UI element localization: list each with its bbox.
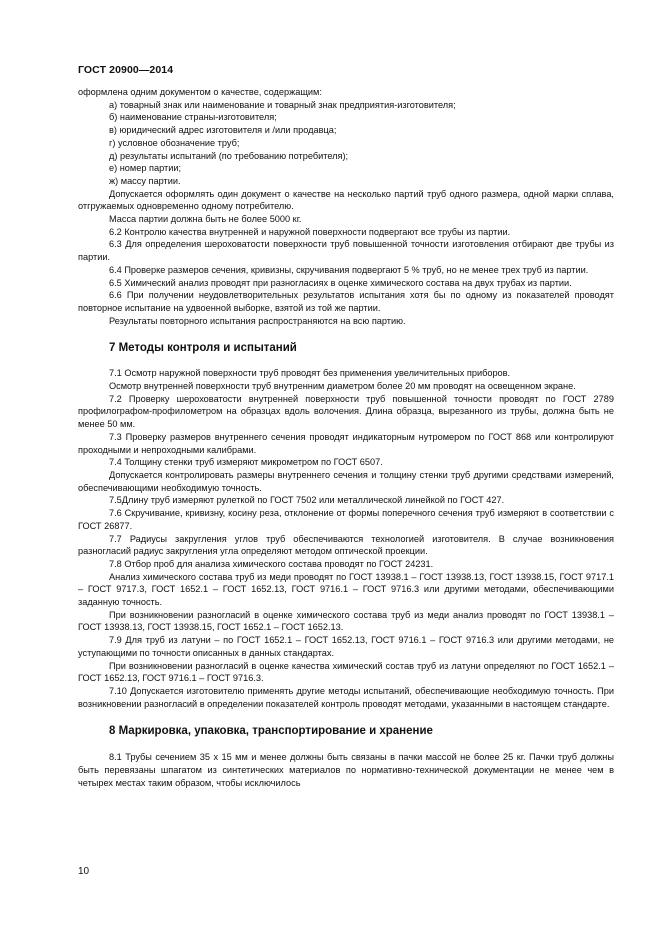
list-item: г) условное обозначение труб; — [109, 137, 240, 148]
section-8-heading: 8 Маркировка, упаковка, транспортирование и хранение — [109, 725, 433, 738]
list-item: б) наименование страны-изготовителя; — [109, 112, 277, 123]
paragraph: При возникновении разногласий в оценке химического состава труб из меди анализ проводят по ГОСТ 13938.1 – ГОСТ 13938.13, ГОСТ 13938.15, ГОСТ 1652.1 – ГОСТ 1652.13. — [78, 609, 614, 633]
paragraph: Осмотр внутренней поверхности труб внутренним диаметром более 20 мм проводят на освещенном экране. — [109, 381, 576, 392]
paragraph: Допускается контролировать размеры внутреннего сечения и толщину стенки труб другими средствами измерений, обеспечивающими необходимую точность. — [78, 469, 614, 493]
document-header: ГОСТ 20900—2014 — [78, 64, 174, 76]
list-item: е) номер партии; — [109, 163, 182, 174]
paragraph: Масса партии должна быть не более 5000 кг. — [109, 214, 302, 225]
paragraph: 7.1 Осмотр наружной поверхности труб проводят без применения увеличительных приборов. — [109, 368, 511, 379]
page-number: 10 — [78, 866, 90, 877]
paragraph: 6.6 При получении неудовлетворительных результатов испытания хотя бы по одному из показателей проводят повторное испытание на удвоенной выборке, взятой из той же партии. — [78, 290, 614, 313]
paragraph: Допускается оформлять один документ о качестве на несколько партий труб одного размера, одной марки сплава, отгружаемых одновременно одному потребителю. — [78, 188, 614, 212]
intro-paragraph: оформлена одним документом о качестве, содержащим: — [78, 87, 322, 97]
paragraph: Анализ химического состава труб из меди проводят по ГОСТ 13938.1 – ГОСТ 13938.13, ГОСТ 13938.15, ГОСТ 9717.1 – ГОСТ 9717.3, ГОСТ 1652.1 – ГОСТ 1652.13, ГОСТ 9716.1 – ГОСТ 9716.3 или другими методами, обеспечивающими заданную точность. — [78, 571, 614, 608]
document-body — [78, 86, 614, 789]
list-item: д) результаты испытаний (по требованию потребителя); — [109, 150, 349, 161]
section-7-heading: 7 Методы контроля и испытаний — [109, 342, 297, 355]
paragraph: 7.10 Допускается изготовителю применять другие методы испытаний, обеспечивающие необходимую точность. При возникновении разногласий в определении показателей контроль проводят методами, указанными в настоящем стандарте. — [78, 685, 614, 709]
paragraph: 8.1 Трубы сечением 35 х 15 мм и менее должны быть связаны в пачки массой не более 25 кг. Пачки труб должны быть перевязаны шпагатом из синтетических материалов по нормативно-технической документации не менее чем в четырех местах таким образом, чтобы исключилось — [78, 752, 614, 788]
paragraph: При возникновении разногласий в оценке качества химический состав труб из латуни определяют по ГОСТ 1652.1 – ГОСТ 1652.13, ГОСТ 9716.1 – ГОСТ 9716.3. — [78, 660, 614, 684]
paragraph: 7.7 Радиусы закругления углов труб обеспечиваются технологией изготовителя. В случае возникновения разногласий радиус закругления угла определяют методом оптической проекции. — [78, 533, 614, 557]
paragraph: 7.3 Проверку размеров внутреннего сечения проводят индикаторным нутромером по ГОСТ 868 или контролируют проходными и непроходными калибрами. — [78, 431, 614, 455]
paragraph: 7.2 Проверку шероховатости внутренней поверхности труб повышенной точности проводят по ГОСТ 2789 профилографом-профилометром на образцах вдоль волочения. Длина образца, вырезанного из трубы, должна быть не менее 50 мм. — [78, 393, 614, 430]
list-item: ж) массу партии. — [109, 175, 181, 186]
paragraph: 6.3 Для определения шероховатости поверхности труб повышенной точности изготовления отбирают две трубы из партии. — [78, 239, 614, 263]
list-item: а) товарный знак или наименование и товарный знак предприятия-изготовителя; — [109, 99, 456, 110]
paragraph: 7.5Длину труб измеряют рулеткой по ГОСТ 7502 или металлической линейкой по ГОСТ 427. — [109, 495, 505, 506]
paragraph: 6.2 Контролю качества внутренней и наружной поверхности подвергают все трубы из партии. — [109, 226, 511, 237]
paragraph: 7.8 Отбор проб для анализа химического состава проводят по ГОСТ 24231. — [109, 558, 434, 569]
paragraph: 7.4 Толщину стенки труб измеряют микрометром по ГОСТ 6507. — [109, 457, 383, 468]
list-item: в) юридический адрес изготовителя и /или продавца; — [109, 125, 337, 136]
requirements-list — [78, 99, 614, 188]
paragraph: 7.9 Для труб из латуни – по ГОСТ 1652.1 – ГОСТ 1652.13, ГОСТ 9716.1 – ГОСТ 9716.3 или другими методами, не уступающими по точности описанных в данных стандартах. — [78, 635, 614, 658]
paragraph: 7.6 Скручивание, кривизну, косину реза, отклонение от формы поперечного сечения труб измеряют в соответствии с ГОСТ 26877. — [78, 508, 614, 531]
paragraph: 6.4 Проверке размеров сечения, кривизны, скручивания подвергают 5 % труб, но не менее трех труб из партии. — [109, 264, 589, 275]
paragraph: Результаты повторного испытания распространяются на всю партию. — [109, 315, 406, 326]
paragraph: 6.5 Химический анализ проводят при разногласиях в оценке химического состава на двух трубах из партии. — [109, 277, 572, 288]
